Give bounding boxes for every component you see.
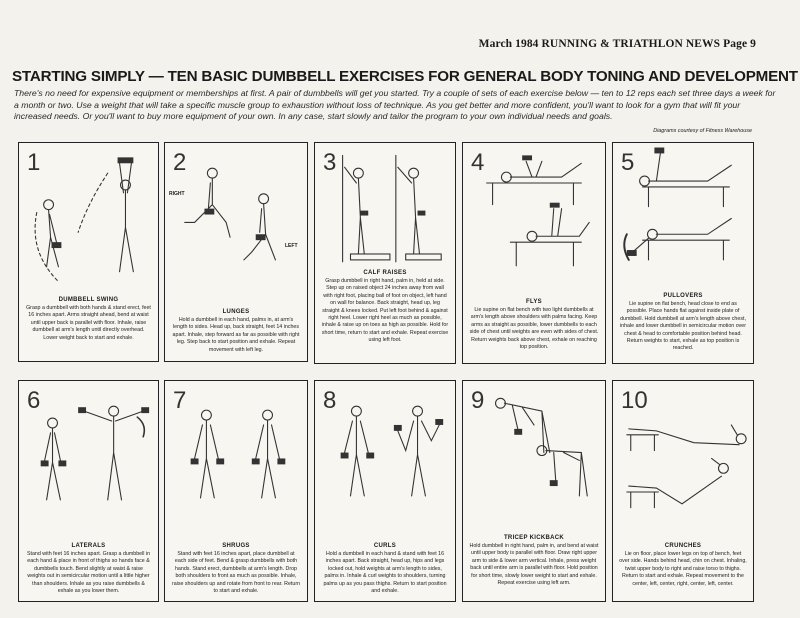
- exercise-description: Stand with feet 16 inches apart, place dumbbell at each side of feet. Bend & grasp dumbbells with both hands. Stand erect, dumbbells at arm's length. Drop both shoulders to front as much as possible. Inhale, raise shoulders up and rotate from front to rear. Return to start and exhale.: [171, 551, 301, 595]
- exercise-panel-9: [462, 380, 606, 602]
- exercise-description: Hold a dumbbell in each hand & stand with feet 16 inches apart. Back straight, head up, hips and legs locked out, hold weights at arm's length to sides, palms in. Inhale & curl weights to shoulders, turning palms up as you pass thighs. Return to start position and exhale.: [323, 551, 447, 595]
- exercise-description: Grasp a dumbbell with both hands & stand erect, feet 16 inches apart. Arms straight ahead, bend at waist until upper back is parallel with floor. Inhale, raise dumbbell at arm's length until directly overhead. Lower weight back to start and exhale.: [26, 305, 151, 341]
- left-label: LEFT: [285, 243, 298, 249]
- headline: STARTING SIMPLY — TEN BASIC DUMBBELL EXERCISES FOR GENERAL BODY TONING AND DEVELOPMENT: [12, 68, 798, 85]
- exercise-title: DUMBBELL SWING: [58, 297, 119, 303]
- exercise-number: 1: [27, 149, 41, 176]
- exercise-description: Grasp dumbbell in right hand, palm in, held at side. Step up on raised object 24 inches away from wall with right foot, placing ball of foot on object, left hand on wall for balance. Back straight, head up, leg straight & knees locked. Put left foot behind & against right heel. Lower right heel as much as possible, inhale & raise up on toes as high as possible. Hold for short time, return to start and exhale. Repeat exercise using left foot.: [321, 278, 449, 344]
- exercise-title: FLYS: [526, 299, 542, 305]
- exercise-panel-3: [314, 142, 456, 364]
- exercise-number: 6: [27, 387, 41, 414]
- exercise-number: 4: [471, 149, 485, 176]
- exercise-number: 3: [323, 149, 337, 176]
- exercise-panel-10: [612, 380, 754, 602]
- masthead: March 1984 RUNNING & TRIATHLON NEWS Page 9: [478, 38, 756, 50]
- exercise-title: LATERALS: [71, 543, 106, 549]
- exercise-description: Hold a dumbbell in each hand, palms in, at arm's length to sides. Head up, back straight, feet 14 inches apart. Inhale, step forward as far as possible with right leg. Step back to start position and exhale. Repeat movement with left leg.: [172, 317, 300, 353]
- exercise-title: TRICEP KICKBACK: [503, 535, 565, 541]
- exercise-title: PULLOVERS: [663, 293, 703, 299]
- exercise-panel-7: [164, 380, 308, 602]
- exercise-description: Lie supine on flat bench, head close to end as possible. Place hands flat against inside plate of dumbbell. Hold dumbbell at arm's length above chest, inhale and lower dumbbell in semicircular motion over chest & head to comfortable position behind head. Return weights to start, exhale as top position is reached.: [619, 301, 746, 352]
- exercise-number: 10: [621, 387, 648, 414]
- exercise-description: Hold dumbbell in right hand, palm in, and bend at waist until upper body is parallel with floor. Draw right upper arm to side & lower arm vertical. Inhale, press weight back until entire arm is parallel with floor. Hold position for short time, slowly lower weight to start and exhale. Repeat exercise using left arm.: [469, 543, 599, 587]
- exercise-panel-5: [612, 142, 754, 364]
- exercise-panel-8: [314, 380, 456, 602]
- exercise-title: CALF RAISES: [363, 270, 407, 276]
- exercise-number: 5: [621, 149, 635, 176]
- exercise-panel-1: [18, 142, 159, 362]
- exercise-title: SHRUGS: [222, 543, 250, 549]
- intro-paragraph: There's no need for expensive equipment or memberships at first. A pair of dumbbells will get you started. Try a couple of sets of each exercise below — ten to 12 reps each set three days a week for a month or two. Use a weight that will take a specific muscle group to exhaustion without loss of technique. As you get better and more confident, you'll want to look for a gym that will fit your increased needs. Or you'll want to buy more equipment of your own. In any case, start slowly and tailor the program to your own individual needs and goals.: [14, 88, 776, 122]
- exercise-number: 2: [173, 149, 187, 176]
- diagram-credit: Diagrams courtesy of Fitness Warehouse: [653, 128, 752, 134]
- exercise-number: 9: [471, 387, 485, 414]
- right-label: RIGHT: [169, 191, 185, 197]
- exercise-description: Lie supine on flat bench with two light dumbbells at arm's length above shoulders with palms facing. Keep arms as straight as possible, lower dumbbells to each side of chest until weights are even with sides of chest. Return weights back above chest, exhale on reaching top position.: [469, 307, 599, 351]
- exercise-title: CURLS: [373, 543, 397, 549]
- exercise-number: 7: [173, 387, 187, 414]
- exercise-description: Stand with feet 16 inches apart. Grasp a dumbbell in each hand & place in front of thighs so hands face & dumbbells touch. Bend slightly at waist & raise weights out in semicircular motion until a little higher than shoulders. Inhale as you raise dumbbells & exhale as you lower them.: [26, 551, 151, 595]
- exercise-panel-4: [462, 142, 606, 364]
- exercise-title: LUNGES: [222, 309, 250, 315]
- exercise-panel-6: [18, 380, 159, 602]
- exercise-description: Lie on floor, place lower legs on top of bench, feet over side. Hands behind head, chin on chest. Inhaling, twist upper body to right and raise torso to thighs. Return to start and exhale. Repeat movement to the center, left, center, right, center, left, center.: [619, 551, 747, 587]
- exercise-title: CRUNCHES: [664, 543, 702, 549]
- exercise-panel-2: [164, 142, 308, 362]
- exercise-number: 8: [323, 387, 337, 414]
